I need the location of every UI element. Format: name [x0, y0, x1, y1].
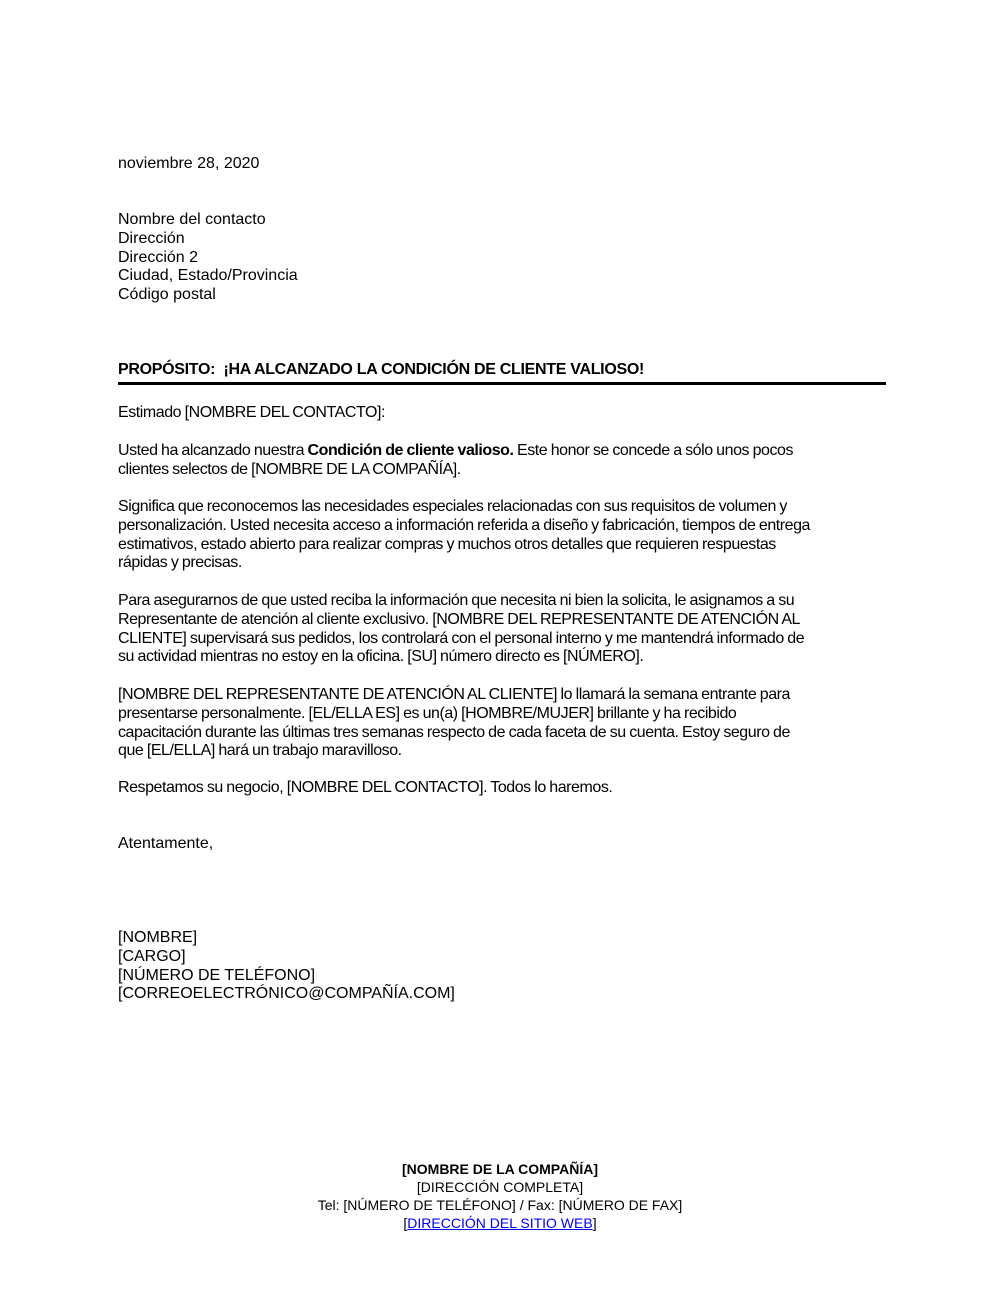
paragraph-1-text-a: Usted ha alcanzado nuestra — [118, 442, 308, 459]
letter-date — [118, 155, 259, 174]
paragraph-5-text: Respetamos su negocio, [NOMBRE DEL CONTACTO]. Todos lo haremos. — [118, 779, 613, 796]
paragraph-1-line-1 — [118, 442, 888, 461]
recipient-city-state: Ciudad, Estado/Provincia — [118, 267, 298, 285]
footer-website-bracket-close: ] — [592, 1215, 597, 1231]
paragraph-4-line: que [EL/ELLA] hará un trabajo maravilloso. — [118, 742, 402, 760]
salutation — [118, 404, 888, 423]
paragraph-3-line: su actividad mientras no estoy en la oficina. [SU] número directo es [NÚMERO]. — [118, 648, 644, 666]
paragraph-3-line: CLIENTE] supervisará sus pedidos, los controlará con el personal interno y me mantendrá informado de — [118, 629, 805, 647]
recipient-postal-code: Código postal — [118, 286, 216, 304]
website-link[interactable]: DIRECCIÓN DEL SITIO WEB — [407, 1215, 593, 1231]
footer-website — [0, 1214, 1000, 1232]
paragraph-1-text-b: Este honor se concede a sólo unos pocos — [513, 442, 794, 459]
date-text: noviembre 28, 2020 — [118, 155, 260, 172]
paragraph-2-line: personalización. Usted necesita acceso a información referida a diseño y fabricación, tiempos de entrega — [118, 516, 811, 534]
paragraph-2-line: Significa que reconocemos las necesidades especiales relacionadas con sus requisitos de volumen y — [118, 498, 787, 515]
paragraph-5 — [118, 779, 888, 798]
signature-name: [NOMBRE] — [118, 929, 198, 946]
footer-address: [DIRECCIÓN COMPLETA] — [416, 1179, 584, 1195]
paragraph-3-line: Representante de atención al cliente exclusivo. [NOMBRE DEL REPRESENTANTE DE ATENCIÓN AL — [118, 610, 801, 628]
subject-text: PROPÓSITO: ¡HA ALCANZADO LA CONDICIÓN DE CLIENTE VALIOSO! — [118, 361, 645, 378]
paragraph-2-line: rápidas y precisas. — [118, 554, 242, 572]
footer-website-bracket-open: [ — [403, 1215, 408, 1231]
paragraph-1-line-2: clientes selectos de [NOMBRE DE LA COMPAÑÍA]. — [118, 460, 461, 478]
paragraph-4-line: capacitación durante las últimas tres semanas respecto de cada faceta de su cuenta. Estoy seguro de — [118, 723, 790, 741]
closing — [118, 835, 213, 854]
footer-company-name: [NOMBRE DE LA COMPAÑÍA] — [402, 1161, 598, 1177]
paragraph-4-line: presentarse personalmente. [EL/ELLA ES] es un(a) [HOMBRE/MUJER] brillante y ha recibido — [118, 704, 737, 722]
paragraph-4-line: [NOMBRE DEL REPRESENTANTE DE ATENCIÓN AL CLIENTE] lo llamará la semana entrante para — [118, 686, 790, 703]
company-footer — [0, 1160, 1000, 1232]
paragraph-2-line: estimativos, estado abierto para realizar compras y muchos otros detalles que requieren respuestas — [118, 535, 776, 553]
valued-customer-status-emphasis: Condición de cliente valioso. — [307, 442, 514, 459]
subject-heading — [118, 360, 886, 385]
paragraph-3-line: Para asegurarnos de que usted reciba la información que necesita ni bien la solicita, le asignamos a su — [118, 592, 795, 609]
paragraph-3 — [118, 592, 888, 667]
recipient-address-block — [118, 211, 298, 305]
recipient-name: Nombre del contacto — [118, 211, 266, 228]
closing-text: Atentamente, — [118, 835, 214, 852]
paragraph-1 — [118, 442, 888, 480]
signature-block — [118, 929, 455, 1004]
signature-phone: [NÚMERO DE TELÉFONO] — [118, 966, 316, 984]
paragraph-2 — [118, 498, 888, 573]
footer-contact: Tel: [NÚMERO DE TELÉFONO] / Fax: [NÚMERO DE FAX] — [317, 1197, 683, 1213]
signature-email: [CORREOELECTRÓNICO@COMPAÑÍA.COM] — [118, 985, 455, 1003]
recipient-address-1: Dirección — [118, 229, 185, 247]
salutation-text: Estimado [NOMBRE DEL CONTACTO]: — [118, 404, 385, 421]
paragraph-4 — [118, 686, 888, 761]
signature-title: [CARGO] — [118, 947, 186, 965]
recipient-address-2: Dirección 2 — [118, 248, 199, 266]
